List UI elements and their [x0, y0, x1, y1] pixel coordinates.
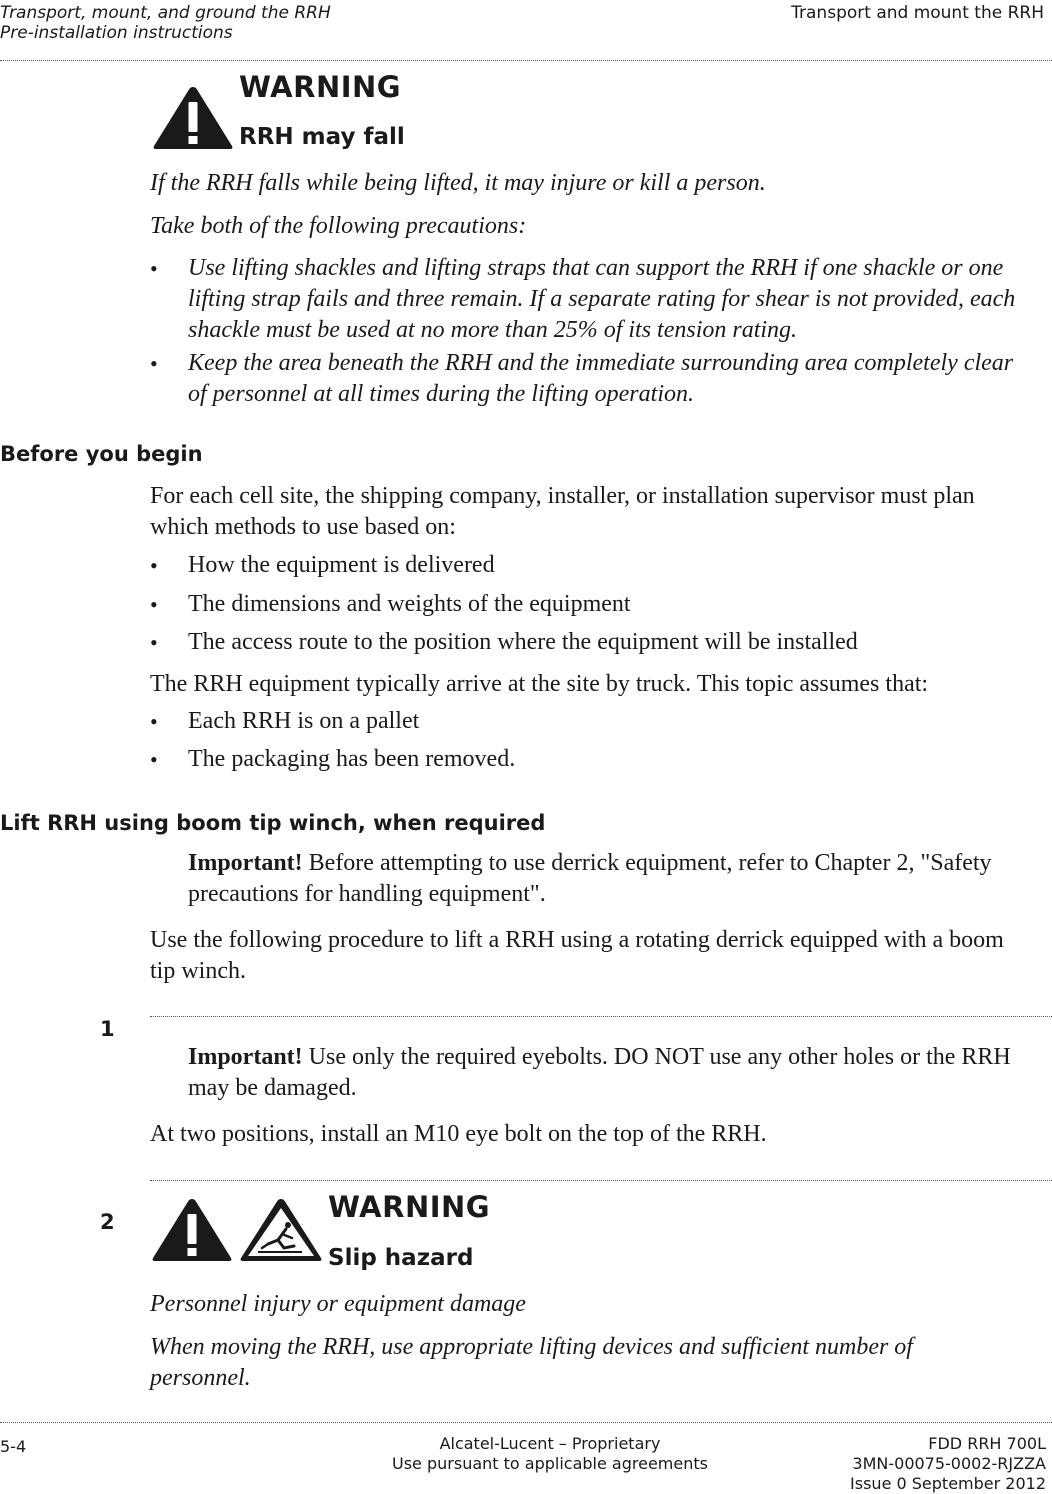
step-divider — [150, 1016, 1052, 1017]
paragraph: The RRH equipment typically arrive at the site by truck. This topic assumes that: — [150, 671, 929, 697]
list-item: Keep the area beneath the RRH and the immediate surrounding area completely clear of personnel at all times during the lifting operation. — [188, 350, 1014, 407]
footer-divider — [0, 1422, 1052, 1423]
bullet-glyph: • — [150, 709, 158, 734]
bullet-glyph: • — [150, 553, 158, 578]
important-label: Important! — [188, 850, 303, 876]
paragraph: Use the following procedure to lift a RRH using a rotating derrick equipped with a boom tip winch. — [150, 927, 1004, 984]
bullet-glyph: • — [150, 592, 158, 617]
warning-title: WARNING — [328, 1190, 491, 1224]
warning-triangle-icon — [151, 84, 235, 152]
list-item: Each RRH is on a pallet — [188, 708, 420, 734]
warning-text: If the RRH falls while being lifted, it may injure or kill a person. — [150, 170, 766, 196]
slip-hazard-icon — [238, 1196, 324, 1264]
list-item: Use lifting shackles and lifting straps that can support the RRH if one shackle or one lifting strap fails and three remain. If a separate rating for shear is not provided, each shackle must be used at no more than 25% of its tension rating. — [188, 255, 1016, 343]
section-heading: Before you begin — [0, 442, 203, 466]
warning-text: Take both of the following precautions: — [150, 213, 527, 239]
bullet-glyph: • — [150, 256, 158, 281]
warning-triangle-icon — [150, 1196, 234, 1264]
page-number: 5-4 — [0, 1437, 27, 1456]
warning-subtitle: RRH may fall — [239, 124, 405, 150]
bullet-glyph: • — [150, 630, 158, 655]
warning-title: WARNING — [239, 70, 402, 104]
paragraph: For each cell site, the shipping company, installer, or installation supervisor must plan which methods to use based on: — [150, 483, 975, 540]
step-number: 1 — [100, 1017, 115, 1041]
header-divider — [0, 60, 1052, 61]
header-section: Pre-installation instructions — [0, 23, 233, 43]
list-item: How the equipment is delivered — [188, 552, 495, 578]
footer-center: Alcatel-Lucent – Proprietary Use pursuant to applicable agreements — [392, 1434, 708, 1473]
step-divider — [150, 1180, 1052, 1181]
list-item: The packaging has been removed. — [188, 746, 516, 772]
important-note: Important! Before attempting to use derrick equipment, refer to Chapter 2, "Safety precautions for handling equipment". — [188, 850, 992, 907]
step-number: 2 — [100, 1210, 115, 1234]
header-chapter: Transport, mount, and ground the RRH — [0, 3, 331, 23]
list-item: The access route to the position where the equipment will be installed — [188, 629, 858, 655]
warning-text: Personnel injury or equipment damage — [150, 1291, 526, 1317]
section-heading: Lift RRH using boom tip winch, when required — [0, 811, 546, 835]
list-item: The dimensions and weights of the equipment — [188, 591, 631, 617]
running-header-right: Transport and mount the RRH — [791, 3, 1044, 23]
bullet-glyph: • — [150, 351, 158, 376]
warning-text: When moving the RRH, use appropriate lifting devices and sufficient number of personnel. — [150, 1334, 913, 1391]
bullet-glyph: • — [150, 747, 158, 772]
step-text: At two positions, install an M10 eye bolt on the top of the RRH. — [150, 1121, 767, 1147]
warning-subtitle: Slip hazard — [328, 1245, 474, 1271]
running-header-left — [0, 3, 331, 43]
important-note: Important! Use only the required eyebolts. DO NOT use any other holes or the RRH may be damaged. — [188, 1044, 1011, 1101]
important-label: Important! — [188, 1044, 303, 1070]
footer-right: FDD RRH 700L 3MN-00075-0002-RJZZA Issue 0 September 2012 — [850, 1434, 1046, 1493]
